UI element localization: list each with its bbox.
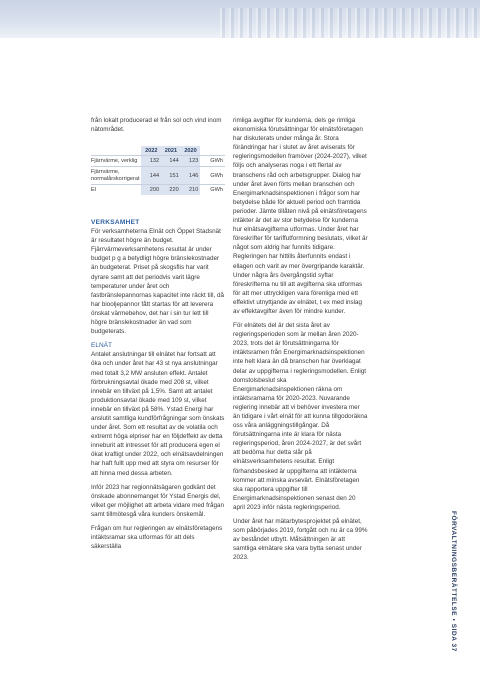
year-header: 2021 (161, 146, 181, 156)
cell-value: 144 (161, 156, 181, 167)
row-label: Fjärrvärme, normalårskorrigerat (91, 167, 141, 185)
intro-text: från lokalt producerad el från sol och vind inom nätområdet. (91, 117, 222, 134)
table-row (91, 156, 225, 167)
unit-header (200, 146, 225, 156)
table-row (91, 167, 225, 185)
table-row (91, 185, 225, 196)
cell-value: 210 (181, 185, 201, 196)
verksamhet-text: För verksamheterna Elnät och Öppet Stadsnät är resultatet högre än budget. Fjärrvärmeverksamhetens resultat är under budget p g a betydligt högre bränslekostnader än budgeterat. Priset på skogsflis har varit dyrare samt att det periodvis varit lägre temperaturer under året och fastbränslepannornas kapacitet inte räckt till, då har biooljepannor fått startas för att leverera önskat värmebehov, det har i sin tur lett till högre bränslekostnader än vad som budgeterats. (91, 228, 225, 336)
cell-unit: GWh (200, 156, 225, 167)
cell-unit: GWh (200, 185, 225, 196)
cell-value: 146 (181, 167, 201, 185)
cell-value: 151 (161, 167, 181, 185)
left-body (91, 218, 225, 551)
year-header: 2022 (141, 146, 161, 156)
cell-value: 220 (161, 185, 181, 196)
paragraph-fragan: Frågan om hur regleringen av elnätsföretagens intäktsramar ska utformas för att dels säkerställa (91, 525, 223, 551)
right-paragraph-1: rimliga avgifter för kunderna, dels ge rimliga ekonomiska förutsättningar för elnätsföretagen har diskuterats under många år. Stora förändringar har i slutet av året aviserats för regleringsmodellen framöver (2024-2027), vilket följs och analyseras noga i ett flertal av branschens råd och arbetsgrupper. Dialog har under året även förts mellan branschen och Energimarknadsinspektionen i frågor som har betydelse både för aktuell period och framtida perioder. Jämte tillåten nivå på elnätsföretagens intäkter är det av stor betydelse för kunderna hur elnätsavgifterna utformas. Under året har föreskrifter för tariffutformning beslutats, vilket är något som aldrig har funnits tidigare. Regleringen har hittills återfunnits endast i ellagen och varit av mer övergripande karaktär. Under några års övergångstid syftar föreskrifterna nu till att avgifterna ska utformas för att mer uttryckligen vara förenliga med ett effektivt utnyttjande av elnätet, t ex med inslag av effektavgifter även för mindre kunder. (233, 117, 368, 315)
cell-value: 123 (181, 156, 201, 167)
verksamhet-heading: VERKSAMHET (91, 219, 140, 226)
elnat-text: Antalet anslutningar till elnätet har fortsatt att öka och under året har 43 st nya anslutningar med totalt 3,2 MW ansluten effekt. Antalet förbrukningsavtal ökade med 208 st, vilket innebär en tillväxt på 1,5%. Samt att antalet produktionsavtal ökade med 109 st, vilket innebär en tillväxt på 58%. Ystad Energi har anslutit samtliga kundförfrågningar som önskats under året. Som ett resultat av de volatila och extremt höga elpriser har en följdeffekt av detta inneburit att intresset för att producera egen el ökat kraftigt under 2022, och elnätsavdelningen har haft fullt upp med att styra om resurser för att hinna med dessa arbeten. (91, 351, 225, 477)
paragraph-2023: Inför 2023 har regionnätsägaren godkänt det önskade abonnemanget för Ystad Energis del, vilket ger möjlighet att arbeta vidare med frågan samt tillmötesgå våra kunders önskemål. (91, 483, 225, 518)
right-paragraph-3: Under året har mätarbytesprojektet på elnätet, som påbörjades 2019, fortgått och nu är ca 99% av beståndet utbytt. Målsättningen är att samtliga elmätare ska vara bytta senast under 2023. (233, 518, 368, 562)
table-corner (91, 146, 141, 156)
page-footer (446, 511, 460, 659)
year-header: 2020 (181, 146, 201, 156)
skyline-decoration (220, 8, 480, 38)
left-column (91, 116, 225, 134)
footer-label: FÖRVALTNINGSBERÄTTELSE • SIDA 37 (450, 511, 457, 652)
energy-table (91, 146, 225, 195)
cell-value: 132 (141, 156, 161, 167)
right-paragraph-2: För elnätets del är det sista året av regleringsperioden som är mellan åren 2020-2023, trots det är förutsättningarna för intäktsramen från Energimarknadsinspektionen inte helt klara än då branschen har överklagat delar av uppgifterna i regleringsmodellen. Enligt domstolsbeslut ska Energimarknadsinspektionen räkna om intäktsramarna för 2020-2023. Nuvarande reglering innebär att vi behöver investera mer än tidigare i vårt elnät för att kunna tillgodoräkna oss våra anläggningstillgångar. Då förutsättningarna inte är klara för nästa regleringsperiod, åren 2024-2027, är det svårt att bedöma hur detta slår på elnätsverksamhetens resultat. Enligt förhandsbesked är uppgifterna att intäkterna kommer att minska avsevärt. Elnätsföretagen ska rapportera uppgifter till Energimarknadsinspektionen senast den 20 april 2023 inför nästa regleringsperiod. (233, 322, 368, 511)
header-banner-image (0, 0, 480, 38)
cell-unit: GWh (200, 167, 225, 185)
row-label: El (91, 185, 141, 196)
elnat-heading: ELNÄT (91, 342, 112, 350)
cell-value: 144 (141, 167, 161, 185)
cell-value: 200 (141, 185, 161, 196)
right-column (233, 116, 368, 563)
row-label: Fjärrvärme, verklig (91, 156, 141, 167)
table-header-row (91, 146, 225, 156)
